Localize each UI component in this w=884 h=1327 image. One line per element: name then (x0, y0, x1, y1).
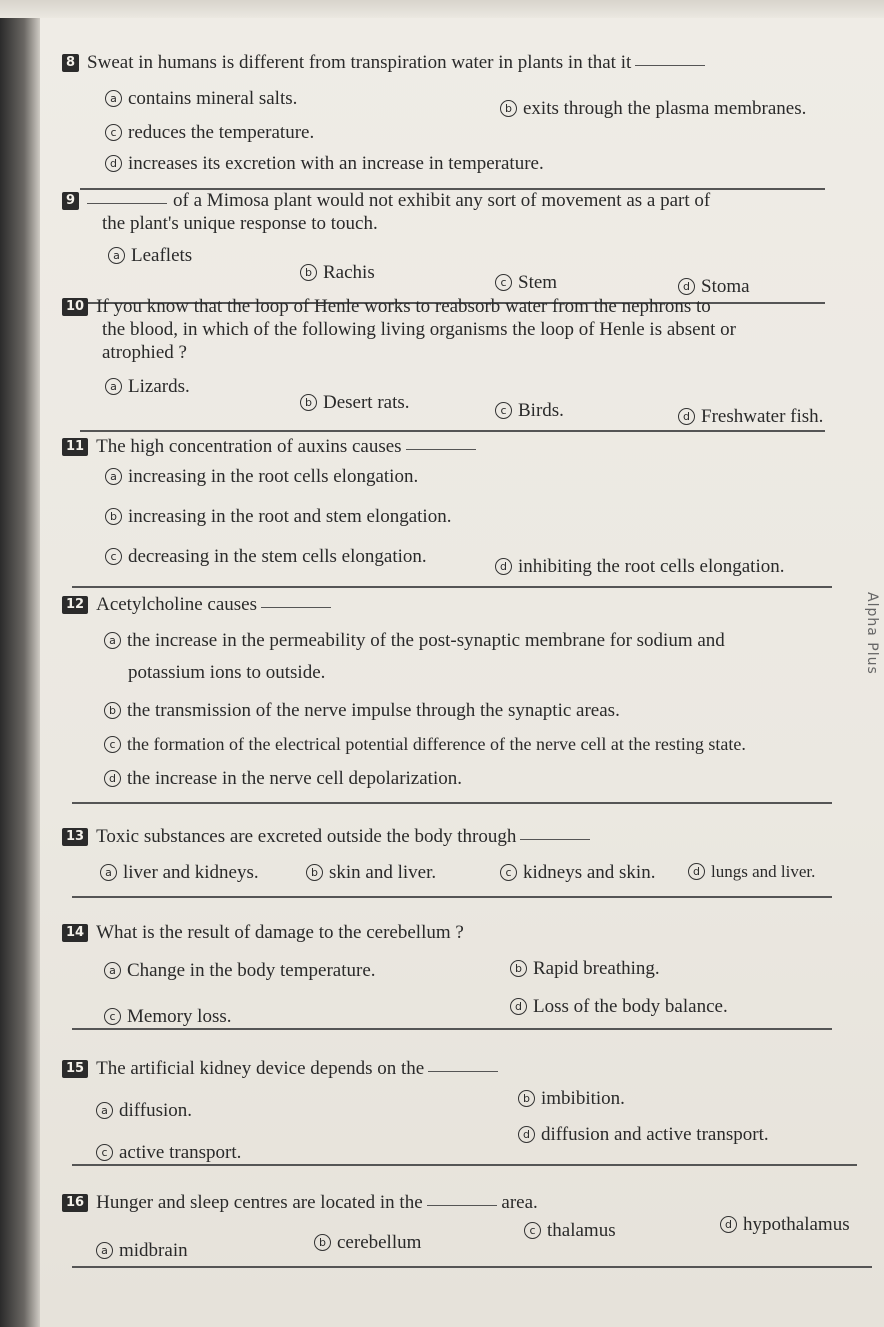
option-text: Stoma (701, 276, 750, 297)
option-c[interactable] (105, 546, 427, 568)
option-a[interactable] (104, 960, 376, 982)
option-b[interactable] (104, 700, 620, 722)
option-d[interactable] (104, 768, 462, 790)
option-d[interactable] (495, 556, 784, 578)
option-text: skin and liver. (329, 862, 437, 883)
question-12 (62, 594, 842, 617)
option-letter-icon: c (500, 864, 517, 881)
option-letter-icon: d (510, 998, 527, 1015)
option-letter-icon: a (104, 632, 121, 649)
option-letter-icon: b (104, 702, 121, 719)
question-stem: The high concentration of auxins causes (96, 436, 402, 457)
question-number: 16 (62, 1194, 88, 1212)
question-number: 11 (62, 438, 88, 456)
option-text: cerebellum (337, 1232, 422, 1253)
question-stem-line1: If you know that the loop of Henle works to reabsorb water from the nephrons to (96, 296, 711, 317)
option-c[interactable] (104, 1006, 232, 1028)
question-11 (62, 436, 842, 459)
option-letter-icon: d (678, 278, 695, 295)
question-stem: The artificial kidney device depends on the (96, 1058, 425, 1079)
option-c[interactable] (495, 400, 564, 422)
option-letter-icon: b (105, 508, 122, 525)
option-letter-icon: c (104, 736, 121, 753)
side-tag: Alpha Plus (864, 592, 880, 675)
question-number: 12 (62, 596, 88, 614)
option-text: kidneys and skin. (523, 862, 656, 883)
option-text: Desert rats. (323, 392, 410, 413)
option-text: Lizards. (128, 376, 190, 397)
top-edge (0, 0, 884, 18)
question-9 (62, 190, 842, 236)
option-letter-icon: a (100, 864, 117, 881)
option-a[interactable] (100, 862, 259, 884)
option-a[interactable] (105, 376, 190, 398)
divider (80, 430, 825, 432)
option-letter-icon: d (678, 408, 695, 425)
option-text: exits through the plasma membranes. (523, 98, 807, 119)
option-a-continued (128, 662, 325, 684)
option-a[interactable] (108, 245, 192, 267)
option-b[interactable] (300, 262, 375, 284)
question-stem-tail: area. (501, 1192, 538, 1213)
question-13 (62, 826, 842, 849)
option-letter-icon: c (495, 274, 512, 291)
option-text: contains mineral salts. (128, 88, 298, 109)
page-shadow-edge (0, 0, 40, 1327)
option-text: Leaflets (131, 245, 193, 266)
option-text: Rachis (323, 262, 375, 283)
option-d[interactable] (678, 276, 750, 298)
question-stem: What is the result of damage to the cerebellum ? (96, 922, 464, 943)
option-letter-icon: c (524, 1222, 541, 1239)
question-number: 15 (62, 1060, 88, 1078)
option-d[interactable] (678, 406, 823, 428)
option-text-line1: the increase in the permeability of the post-synaptic membrane for sodium and (127, 630, 725, 651)
option-letter-icon: a (105, 468, 122, 485)
option-text: inhibiting the root cells elongation. (518, 556, 785, 577)
divider (72, 896, 832, 898)
option-text: increasing in the root and stem elongation. (128, 506, 452, 527)
question-10 (62, 296, 842, 364)
option-d[interactable] (518, 1124, 769, 1146)
option-d[interactable] (105, 153, 544, 175)
question-stem-line3: atrophied ? (102, 341, 187, 363)
option-text: Stem (518, 272, 558, 293)
option-letter-icon: a (105, 90, 122, 107)
option-letter-icon: d (495, 558, 512, 575)
option-d[interactable] (688, 862, 815, 882)
option-b[interactable] (518, 1088, 625, 1110)
question-number: 8 (62, 54, 79, 72)
option-letter-icon: b (306, 864, 323, 881)
question-stem: Hunger and sleep centres are located in the (96, 1192, 423, 1213)
option-letter-icon: b (510, 960, 527, 977)
option-letter-icon: a (96, 1102, 113, 1119)
option-b[interactable] (500, 98, 806, 120)
option-letter-icon: a (96, 1242, 113, 1259)
option-text: thalamus (547, 1220, 616, 1241)
option-text: Freshwater fish. (701, 406, 824, 427)
option-a[interactable] (105, 466, 418, 488)
option-letter-icon: a (105, 378, 122, 395)
option-text-line2: potassium ions to outside. (128, 662, 326, 683)
question-stem-line2: the blood, in which of the following living organisms the loop of Henle is absent or (102, 318, 736, 340)
question-stem: Toxic substances are excreted outside the body through (96, 826, 517, 847)
option-text: Loss of the body balance. (533, 996, 728, 1017)
option-letter-icon: b (300, 394, 317, 411)
option-text: the formation of the electrical potential difference of the nerve cell at the resting state. (127, 734, 746, 754)
option-text: liver and kidneys. (123, 862, 259, 883)
question-stem-line1: of a Mimosa plant would not exhibit any sort of movement as a part of (173, 190, 711, 211)
question-14 (62, 922, 842, 945)
question-stem: Acetylcholine causes (96, 594, 257, 615)
option-b[interactable] (510, 958, 660, 980)
option-text: decreasing in the stem cells elongation. (128, 546, 427, 567)
question-16 (62, 1192, 842, 1215)
option-b[interactable] (314, 1232, 421, 1254)
option-text: Birds. (518, 400, 564, 421)
question-number: 14 (62, 924, 88, 942)
option-c[interactable] (104, 734, 746, 755)
question-number: 10 (62, 298, 88, 316)
question-15 (62, 1058, 842, 1081)
divider (72, 802, 832, 804)
option-text: diffusion. (119, 1100, 193, 1121)
question-8 (62, 52, 842, 75)
option-letter-icon: c (104, 1008, 121, 1025)
option-text: the transmission of the nerve impulse through the synaptic areas. (127, 700, 620, 721)
option-letter-icon: b (300, 264, 317, 281)
option-text: Rapid breathing. (533, 958, 660, 979)
option-a[interactable] (96, 1100, 192, 1122)
divider (72, 1028, 832, 1030)
option-text: imbibition. (541, 1088, 625, 1109)
option-letter-icon: d (720, 1216, 737, 1233)
option-letter-icon: c (105, 548, 122, 565)
option-a[interactable] (105, 88, 297, 110)
option-a[interactable] (96, 1240, 188, 1262)
option-text: reduces the temperature. (128, 122, 315, 143)
option-d[interactable] (720, 1214, 850, 1236)
option-letter-icon: b (314, 1234, 331, 1251)
option-letter-icon: a (104, 962, 121, 979)
divider (72, 1164, 857, 1166)
option-letter-icon: d (105, 155, 122, 172)
option-text: active transport. (119, 1142, 242, 1163)
option-b[interactable] (300, 392, 410, 414)
option-a[interactable] (104, 630, 725, 652)
option-letter-icon: a (108, 247, 125, 264)
divider (72, 586, 832, 588)
option-letter-icon: d (518, 1126, 535, 1143)
option-text: Memory loss. (127, 1006, 232, 1027)
option-c[interactable] (524, 1220, 616, 1242)
option-letter-icon: c (495, 402, 512, 419)
option-text: increases its excretion with an increase in temperature. (128, 153, 544, 174)
option-c[interactable] (105, 122, 314, 144)
option-b[interactable] (105, 506, 451, 528)
option-c[interactable] (500, 862, 655, 884)
divider (72, 1266, 872, 1268)
option-c[interactable] (96, 1142, 241, 1164)
option-text: lungs and liver. (711, 862, 816, 881)
option-letter-icon: b (518, 1090, 535, 1107)
option-text: increasing in the root cells elongation. (128, 466, 419, 487)
option-letter-icon: d (688, 863, 705, 880)
option-text: hypothalamus (743, 1214, 850, 1235)
option-text: diffusion and active transport. (541, 1124, 769, 1145)
question-number: 13 (62, 828, 88, 846)
option-text: midbrain (119, 1240, 188, 1261)
option-letter-icon: d (104, 770, 121, 787)
question-number: 9 (62, 192, 79, 210)
option-letter-icon: b (500, 100, 517, 117)
option-text: the increase in the nerve cell depolarization. (127, 768, 462, 789)
option-letter-icon: c (96, 1144, 113, 1161)
option-d[interactable] (510, 996, 728, 1018)
option-b[interactable] (306, 862, 436, 884)
option-text: Change in the body temperature. (127, 960, 376, 981)
question-stem-line2: the plant's unique response to touch. (102, 212, 378, 234)
option-letter-icon: c (105, 124, 122, 141)
question-stem: Sweat in humans is different from transpiration water in plants in that it (87, 52, 632, 73)
option-c[interactable] (495, 272, 557, 294)
